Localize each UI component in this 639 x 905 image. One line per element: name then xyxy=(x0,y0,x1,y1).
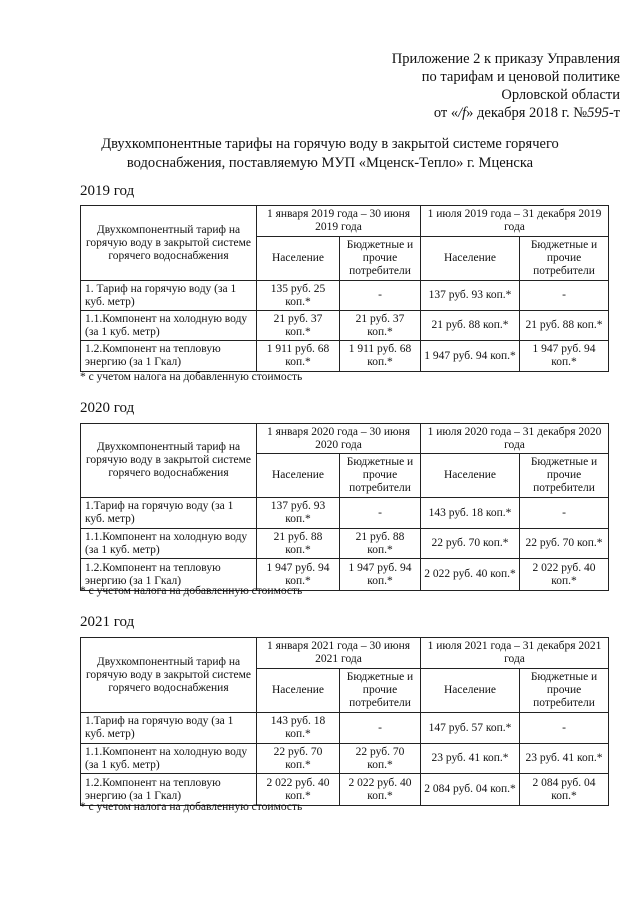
row-label: 1.2.Компонент на тепловую энергию (за 1 Гкал) xyxy=(81,341,257,372)
table-row xyxy=(81,341,609,372)
order-number-suffix: -т xyxy=(608,105,620,121)
order-date-middle: » декабря 2018 г. № xyxy=(466,105,588,121)
cell-value: 2 022 руб. 40 коп.* xyxy=(340,774,421,806)
cell-value: 21 руб. 37 коп.* xyxy=(340,311,421,341)
period-2-header: 1 июля 2020 года – 31 декабря 2020 года xyxy=(421,424,609,454)
cell-value: 22 руб. 70 коп.* xyxy=(257,744,340,774)
row-label: 1.Тариф на горячую воду (за 1 куб. метр) xyxy=(81,498,257,529)
table-row xyxy=(81,744,609,774)
period-1-header: 1 января 2021 года – 30 июня 2021 года xyxy=(257,638,421,669)
table-header-label: Двухкомпонентный тариф на горячую воду в закрытой системе горячего водоснабжения xyxy=(81,638,257,713)
order-line-1: Приложение 2 к приказу Управления xyxy=(391,51,620,67)
cell-value: 137 руб. 93 коп.* xyxy=(421,281,520,311)
col-budget: Бюджетные и прочие потребители xyxy=(520,237,609,281)
cell-value: - xyxy=(340,713,421,744)
cell-value: 1 947 руб. 94 коп.* xyxy=(257,559,340,591)
row-label: 1.Тариф на горячую воду (за 1 куб. метр) xyxy=(81,713,257,744)
col-population: Население xyxy=(421,237,520,281)
year-heading-2021: 2021 год xyxy=(80,614,135,630)
table-row xyxy=(81,498,609,529)
cell-value: 21 руб. 88 коп.* xyxy=(257,529,340,559)
cell-value: 137 руб. 93 коп.* xyxy=(257,498,340,529)
title-line-1: Двухкомпонентные тарифы на горячую воду в закрытой системе горячего xyxy=(101,136,559,152)
title-line-2: водоснабжения, поставляемую МУП «Мценск-Тепло» г. Мценска xyxy=(126,155,534,171)
vat-footnote: * с учетом налога на добавленную стоимость xyxy=(80,801,303,813)
col-population: Население xyxy=(257,454,340,498)
cell-value: 21 руб. 88 коп.* xyxy=(340,529,421,559)
cell-value: 2 022 руб. 40 коп.* xyxy=(520,559,609,591)
table-header-label: Двухкомпонентный тариф на горячую воду в закрытой системе горячего водоснабжения xyxy=(81,206,257,281)
cell-value: - xyxy=(520,713,609,744)
row-label: 1.1.Компонент на холодную воду (за 1 куб. метр) xyxy=(81,529,257,559)
period-1-header: 1 января 2020 года – 30 июня 2020 года xyxy=(257,424,421,454)
table-row xyxy=(81,713,609,744)
cell-value: 2 084 руб. 04 коп.* xyxy=(421,774,520,806)
cell-value: 1 911 руб. 68 коп.* xyxy=(340,341,421,372)
period-1-header: 1 января 2019 года – 30 июня 2019 года xyxy=(257,206,421,237)
order-line-4 xyxy=(340,104,620,122)
col-population: Население xyxy=(421,454,520,498)
year-heading-2020: 2020 год xyxy=(80,400,135,416)
cell-value: 22 руб. 70 коп.* xyxy=(340,744,421,774)
table-row xyxy=(81,311,609,341)
period-2-header: 1 июля 2019 года – 31 декабря 2019 года xyxy=(421,206,609,237)
cell-value: 135 руб. 25 коп.* xyxy=(257,281,340,311)
cell-value: - xyxy=(340,281,421,311)
cell-value: 1 947 руб. 94 коп.* xyxy=(520,341,609,372)
col-budget: Бюджетные и прочие потребители xyxy=(340,669,421,713)
cell-value: - xyxy=(520,281,609,311)
year-heading-2019: 2019 год xyxy=(80,183,135,199)
document-title xyxy=(40,135,620,173)
cell-value: 143 руб. 18 коп.* xyxy=(421,498,520,529)
col-population: Население xyxy=(257,669,340,713)
cell-value: 23 руб. 41 коп.* xyxy=(421,744,520,774)
row-label: 1.1.Компонент на холодную воду (за 1 куб. метр) xyxy=(81,311,257,341)
col-population: Население xyxy=(421,669,520,713)
row-label: 1.1.Компонент на холодную воду (за 1 куб. метр) xyxy=(81,744,257,774)
order-reference xyxy=(340,50,620,122)
cell-value: 22 руб. 70 коп.* xyxy=(520,529,609,559)
order-date-prefix: от « xyxy=(433,105,459,121)
col-budget: Бюджетные и прочие потребители xyxy=(340,237,421,281)
cell-value: 1 947 руб. 94 коп.* xyxy=(340,559,421,591)
table-row xyxy=(81,529,609,559)
cell-value: 23 руб. 41 коп.* xyxy=(520,744,609,774)
vat-footnote: * с учетом налога на добавленную стоимость xyxy=(80,371,303,383)
col-budget: Бюджетные и прочие потребители xyxy=(520,454,609,498)
tariff-table-2021 xyxy=(80,637,609,806)
cell-value: - xyxy=(340,498,421,529)
cell-value: 147 руб. 57 коп.* xyxy=(421,713,520,744)
cell-value: 2 084 руб. 04 коп.* xyxy=(520,774,609,806)
cell-value: 1 911 руб. 68 коп.* xyxy=(257,341,340,372)
row-label: 1. Тариф на горячую воду (за 1 куб. метр) xyxy=(81,281,257,311)
cell-value: 22 руб. 70 коп.* xyxy=(421,529,520,559)
vat-footnote: * с учетом налога на добавленную стоимость xyxy=(80,585,303,597)
cell-value: 143 руб. 18 коп.* xyxy=(257,713,340,744)
table-header-label: Двухкомпонентный тариф на горячую воду в закрытой системе горячего водоснабжения xyxy=(81,424,257,498)
cell-value: 1 947 руб. 94 коп.* xyxy=(421,341,520,372)
cell-value: - xyxy=(520,498,609,529)
col-budget: Бюджетные и прочие потребители xyxy=(520,669,609,713)
tariff-table-2019 xyxy=(80,205,609,372)
order-number-handwritten: 595 xyxy=(587,105,609,121)
order-line-2: по тарифам и ценовой политике xyxy=(421,69,620,85)
cell-value: 21 руб. 88 коп.* xyxy=(421,311,520,341)
cell-value: 2 022 руб. 40 коп.* xyxy=(421,559,520,591)
cell-value: 21 руб. 88 коп.* xyxy=(520,311,609,341)
row-label: 1.2.Компонент на тепловую энергию (за 1 Гкал) xyxy=(81,774,257,806)
row-label: 1.2.Компонент на тепловую энергию (за 1 Гкал) xyxy=(81,559,257,591)
period-2-header: 1 июля 2021 года – 31 декабря 2021 года xyxy=(421,638,609,669)
col-population: Население xyxy=(257,237,340,281)
cell-value: 2 022 руб. 40 коп.* xyxy=(257,774,340,806)
col-budget: Бюджетные и прочие потребители xyxy=(340,454,421,498)
tariff-table-2020 xyxy=(80,423,609,591)
order-day-handwritten: /f xyxy=(458,105,467,121)
cell-value: 21 руб. 37 коп.* xyxy=(257,311,340,341)
order-line-3: Орловской области xyxy=(501,87,620,103)
table-row xyxy=(81,281,609,311)
